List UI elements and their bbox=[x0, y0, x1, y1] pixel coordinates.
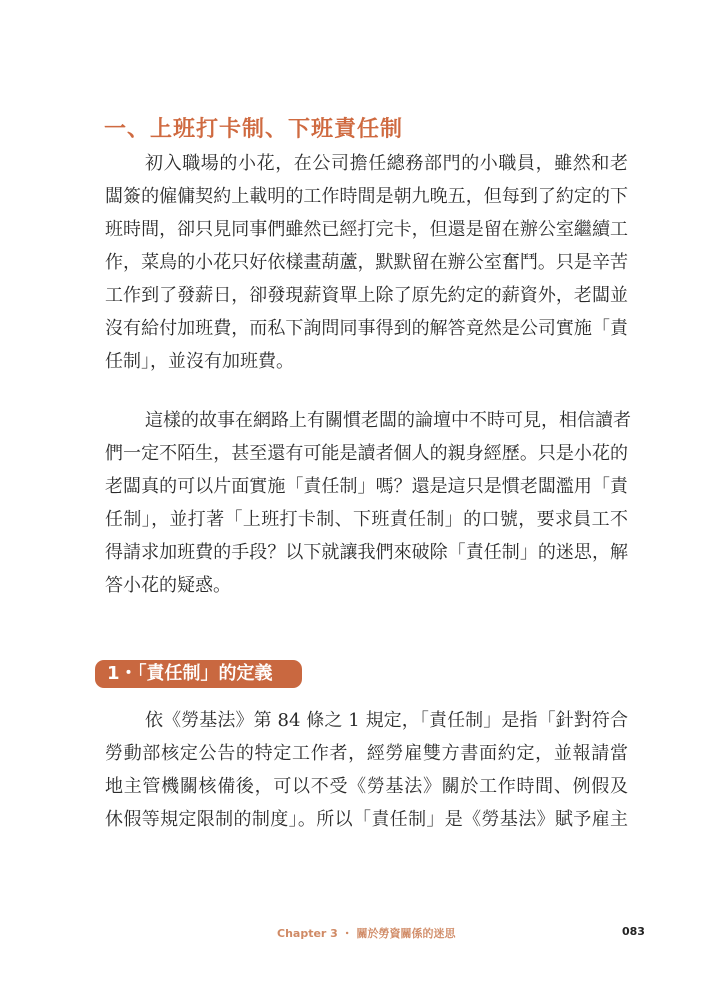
text-line: 任制」，並沒有加班費。 bbox=[105, 351, 294, 372]
page-number: 083 bbox=[622, 925, 645, 938]
footer-chapter-title: Chapter 3 ・ 關於勞資關係的迷思 bbox=[277, 927, 456, 940]
text-line-quote: 勞動部核定公告的特定工作者，經勞雇雙方書面約定，並報請當 bbox=[105, 743, 628, 764]
text-line: 作，菜鳥的小花只好依樣畫葫蘆，默默留在辦公室奮鬥。只是辛苦 bbox=[105, 252, 628, 273]
subheading-pill: 1・「責任制」的定義 bbox=[95, 660, 302, 688]
text-line: 得請求加班費的手段？以下就讓我們來破除「責任制」的迷思，解 bbox=[105, 542, 628, 563]
text-line: 闆簽的僱傭契約上載明的工作時間是朝九晚五，但每到了約定的下 bbox=[105, 186, 628, 207]
text-line: 班時間，卻只見同事們雖然已經打完卡，但還是留在辦公室繼續工 bbox=[105, 219, 628, 240]
text-line: 初入職場的小花，在公司擔任總務部門的小職員，雖然和老 bbox=[145, 153, 628, 174]
text-line: 沒有給付加班費，而私下詢問同事得到的解答竟然是公司實施「責 bbox=[105, 318, 628, 339]
text-line: 依《勞基法》第 84 條之 1 規定，「責任制」是指「針對符合 bbox=[145, 710, 628, 731]
text-line: 答小花的疑惑。 bbox=[105, 575, 231, 596]
text-line: 工作到了發薪日，卻發現薪資單上除了原先約定的薪資外，老闆並 bbox=[105, 285, 628, 306]
paragraph-1 bbox=[105, 147, 628, 378]
text-line-quote: 地主管機關核備後，可以不受《勞基法》關於工作時間、例假及 bbox=[105, 776, 628, 797]
paragraph-2 bbox=[105, 404, 631, 602]
text-line: 休假等規定限制的制度」。所以「責任制」是《勞基法》賦予雇主 bbox=[105, 809, 628, 830]
definition-paragraph bbox=[105, 704, 628, 836]
text-line: 任制」，並打著「上班打卡制、下班責任制」的口號，要求員工不 bbox=[105, 509, 628, 530]
section-heading: 一、上班打卡制、下班責任制 bbox=[104, 117, 404, 142]
text-line: 們一定不陌生，甚至還有可能是讀者個人的親身經歷。只是小花的 bbox=[105, 443, 628, 464]
text-line: 這樣的故事在網路上有關慣老闆的論壇中不時可見，相信讀者 bbox=[145, 410, 631, 431]
text-line: 老闆真的可以片面實施「責任制」嗎？還是這只是慣老闆濫用「責 bbox=[105, 476, 628, 497]
